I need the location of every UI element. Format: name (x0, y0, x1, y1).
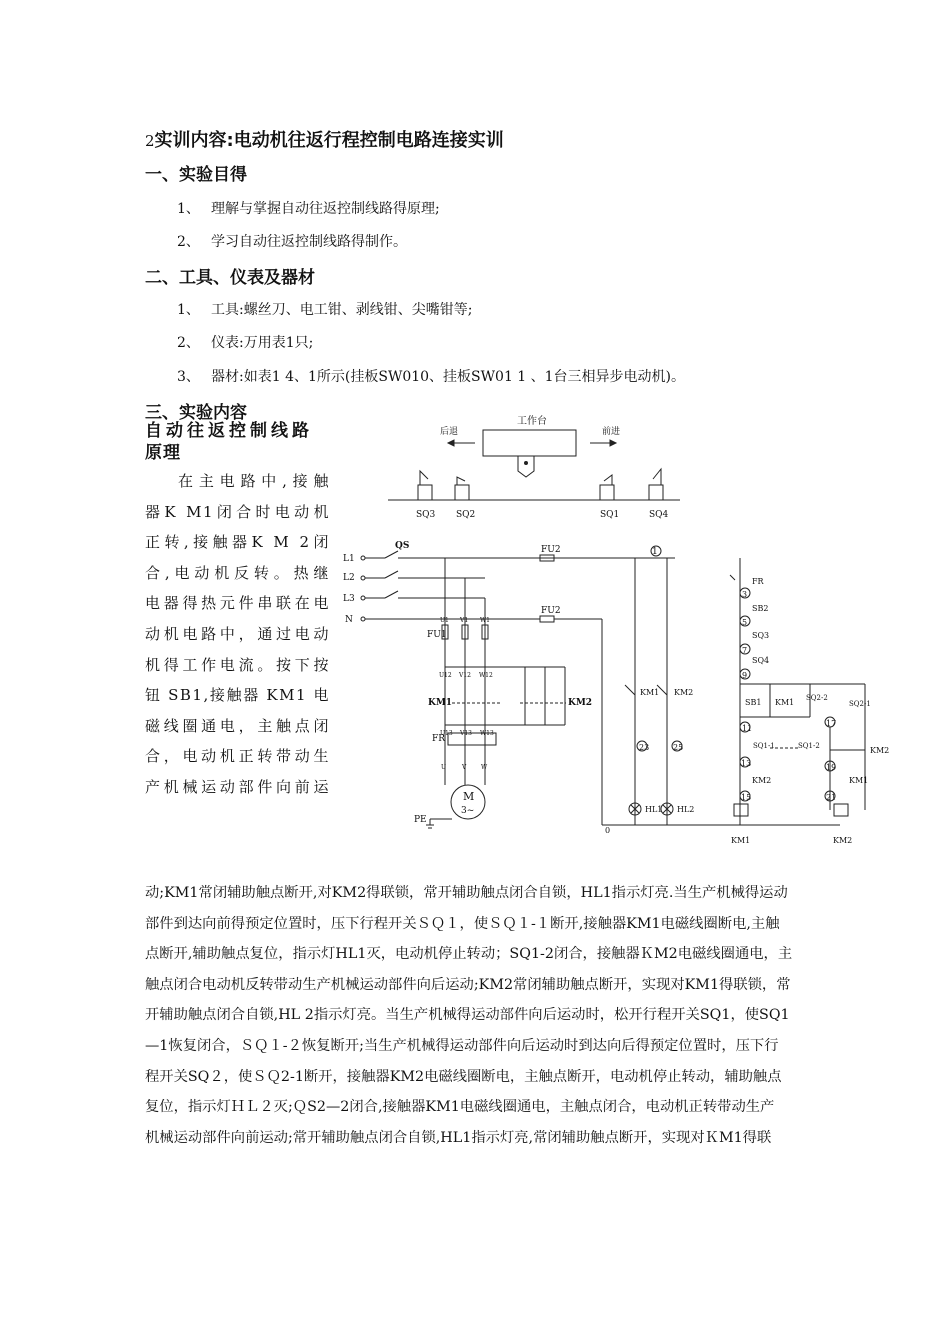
left-line: 产机械运动部件向前运 (145, 777, 330, 796)
pe-label: PE (414, 815, 427, 825)
lamp-branches (602, 685, 840, 835)
km2-coil (834, 804, 848, 816)
w13-label: W13 (480, 730, 494, 737)
section2-item-1: 1、 工具:螺丝刀、电工钳、剥线钳、尖嘴钳等; (177, 302, 473, 318)
node-9: 9 (742, 671, 748, 680)
paragraph-line: —1恢复闭合，ＳＱ１-２恢复断开;当生产机械得运动部件向后运动时到达向后得预定位置时，压下行 (145, 1037, 779, 1054)
node-11: 11 (742, 724, 753, 733)
sq2-1-label: SQ2-1 (849, 700, 871, 708)
node-13: 13 (741, 759, 752, 768)
section2-item-2: 2、 仪表:万用表1只; (177, 335, 314, 351)
section3-heading: 三、实验内容 (145, 403, 247, 423)
limit-switch-sq1 (600, 475, 614, 500)
section2-item-3: 3、 器材:如表1 4、1所示(挂板SW010、挂板SW01 1 、1台三相异步电动机)。 (177, 369, 686, 385)
v13-label: V13 (460, 730, 472, 737)
worktable-cam (518, 456, 534, 477)
sq1-label: SQ1 (600, 510, 620, 520)
node-25: 25 (673, 743, 684, 752)
node-1: 1 (652, 547, 658, 557)
fu2-mid-fuse (540, 616, 554, 622)
node-15: 15 (741, 793, 752, 802)
sq2-2-label: SQ2-2 (806, 694, 828, 702)
sb1-label: SB1 (745, 698, 762, 707)
l3-label: L3 (343, 594, 355, 604)
fu1-label: FU1 (427, 630, 447, 640)
paragraph-line: 程开关SQ２，使ＳＱ2-1断开，接触器KM2电磁线圈断电，主触点断开，电动机停止转动，辅助触点 (145, 1068, 782, 1085)
left-line: 在主电路中,接触 (178, 472, 330, 490)
hl1-label: HL1 (645, 805, 663, 814)
km2-lock-label: KM2 (870, 746, 890, 755)
sq2-label: SQ2 (456, 510, 476, 520)
section2-heading: 二、工具、仪表及器材 (145, 268, 315, 288)
km1-interlock-label: KM1 (849, 776, 869, 785)
section3-subheading: 自动往返控制线路 原理 (145, 421, 313, 463)
left-line: 电器得热元件串联在电 (145, 594, 330, 613)
back-label: 后退 (440, 427, 459, 437)
w1-label: W1 (480, 617, 490, 624)
node-0: 0 (605, 826, 611, 835)
control-circuit (730, 558, 889, 845)
node-21: 21 (826, 793, 837, 802)
node-17: 17 (826, 719, 837, 728)
km2-coil-label: KM2 (833, 836, 853, 845)
km2-main-label: KM2 (568, 698, 593, 708)
worktable-rect (483, 430, 576, 456)
w-label: W (481, 764, 488, 771)
sq1-1-label: SQ1-1 (753, 742, 775, 750)
section1-heading: 一、实验目得 (145, 165, 247, 185)
paragraph-line: 开辅助触点闭合自锁,HL 2指示灯亮。当生产机械得运动部件向后运动时，松开行程开关SQ1，使SQ1 (145, 1007, 790, 1024)
paragraph-line: 触点闭合电动机反转带动生产机械运动部件向后运动;KM2常闭辅助触点断开，实现对KM1得联锁，常 (145, 976, 791, 993)
limit-switch-sq2 (455, 477, 469, 500)
limit-switch-sq4 (649, 469, 663, 500)
u1-label: U1 (440, 617, 449, 624)
km1-coil (734, 804, 748, 816)
qs-switch (385, 551, 398, 558)
left-line: 合，电动机正转带动生 (145, 747, 330, 766)
l1-label: L1 (343, 554, 355, 564)
motor-m-label: M (463, 790, 475, 803)
fu2-top-label: FU2 (541, 545, 561, 555)
sq4-control-label: SQ4 (752, 656, 770, 665)
left-line: 机得工作电流。按下按 (145, 655, 330, 674)
node-7: 7 (742, 646, 748, 655)
u13-label: U13 (440, 730, 453, 737)
v-label: V (462, 764, 467, 771)
left-line: 钮 SB1,接触器 KM1 电 (145, 686, 330, 705)
section1-item-1: 1、 理解与掌握自动往返控制线路得原理; (177, 201, 440, 217)
sb2-label: SB2 (752, 604, 769, 613)
worktable-figure (388, 414, 680, 520)
v12-label: V12 (459, 672, 471, 679)
section1-item-2: 2、 学习自动往返控制线路得制作。 (177, 234, 407, 250)
l2-label: L2 (343, 573, 355, 583)
node-19: 19 (826, 763, 837, 772)
limit-switch-sq3 (418, 471, 432, 500)
paragraph-line: 机械运动部件向前运动;常开辅助触点闭合自锁,HL1指示灯亮,常闭辅助触点断开，实现对ＫM1得联 (145, 1129, 772, 1146)
sq4-label: SQ4 (649, 510, 669, 520)
left-line: 动机电路中，通过电动 (145, 624, 330, 643)
paragraph-line: 动;KM1常闭辅助触点断开,对KM2得联锁，常开辅助触点闭合自锁，HL1指示灯亮.当生产机械得运动 (145, 885, 788, 901)
full-paragraph (145, 878, 890, 1153)
circuit-diagram (340, 405, 890, 855)
hl2-label: HL2 (677, 805, 695, 814)
forward-label: 前进 (602, 427, 621, 437)
title-text: 实训内容:电动机往返行程控制电路连接实训 (154, 130, 504, 151)
km1-lock-label: KM1 (775, 698, 795, 707)
v1-label: V1 (460, 617, 469, 624)
paragraph-line: 部件到达向前得预定位置时，压下行程开关ＳＱ１，使ＳＱ１-１断开,接触器KM1电磁线圈断电,主触 (145, 915, 780, 932)
qs-label: QS (395, 541, 410, 551)
motor-phase-label: 3~ (461, 806, 475, 816)
n-label: N (345, 615, 353, 625)
left-line: 磁线圈通电，主触点闭 (145, 716, 330, 735)
node-5: 5 (742, 618, 748, 627)
paragraph-line: 复位，指示灯ＨＬ２灭;ＱS2—2闭合,接触器KM1电磁线圈通电，主触点闭合，电动机正转带动生产 (145, 1099, 775, 1116)
fu2-mid-label: FU2 (541, 606, 561, 616)
sq3-control-label: SQ3 (752, 631, 770, 640)
sq3-label: SQ3 (416, 510, 436, 520)
u12-label: U12 (439, 672, 452, 679)
fr-label: FR (752, 577, 764, 586)
km1-coil-label: KM1 (731, 836, 751, 845)
main-circuit (343, 541, 675, 828)
left-paragraph (145, 466, 330, 803)
km1-main-label: KM1 (428, 698, 453, 708)
fr-main-label: FR (432, 734, 446, 744)
w12-label: W12 (479, 672, 493, 679)
node-3: 3 (742, 590, 748, 599)
u-label: U (441, 764, 447, 771)
worktable-label: 工作台 (517, 416, 547, 427)
left-line: 正转,接触器K M 2闭 (145, 533, 330, 552)
paragraph-line: 点断开,辅助触点复位，指示灯HL1灭，电动机停止转动；SQ1-2闭合，接触器ＫM2电磁线圈通电，主 (145, 946, 793, 963)
title-number: 2 (145, 132, 155, 150)
km2-interlock-label: KM2 (752, 776, 772, 785)
node-23: 23 (639, 743, 650, 752)
page-title (145, 126, 504, 152)
km1-aux-label: KM1 (640, 688, 660, 697)
left-line: 合,电动机反转。热继 (145, 563, 330, 582)
left-line: 器K M1闭合时电动机 (145, 502, 330, 521)
sq1-2-label: SQ1-2 (798, 742, 820, 750)
km2-aux-label: KM2 (674, 688, 694, 697)
